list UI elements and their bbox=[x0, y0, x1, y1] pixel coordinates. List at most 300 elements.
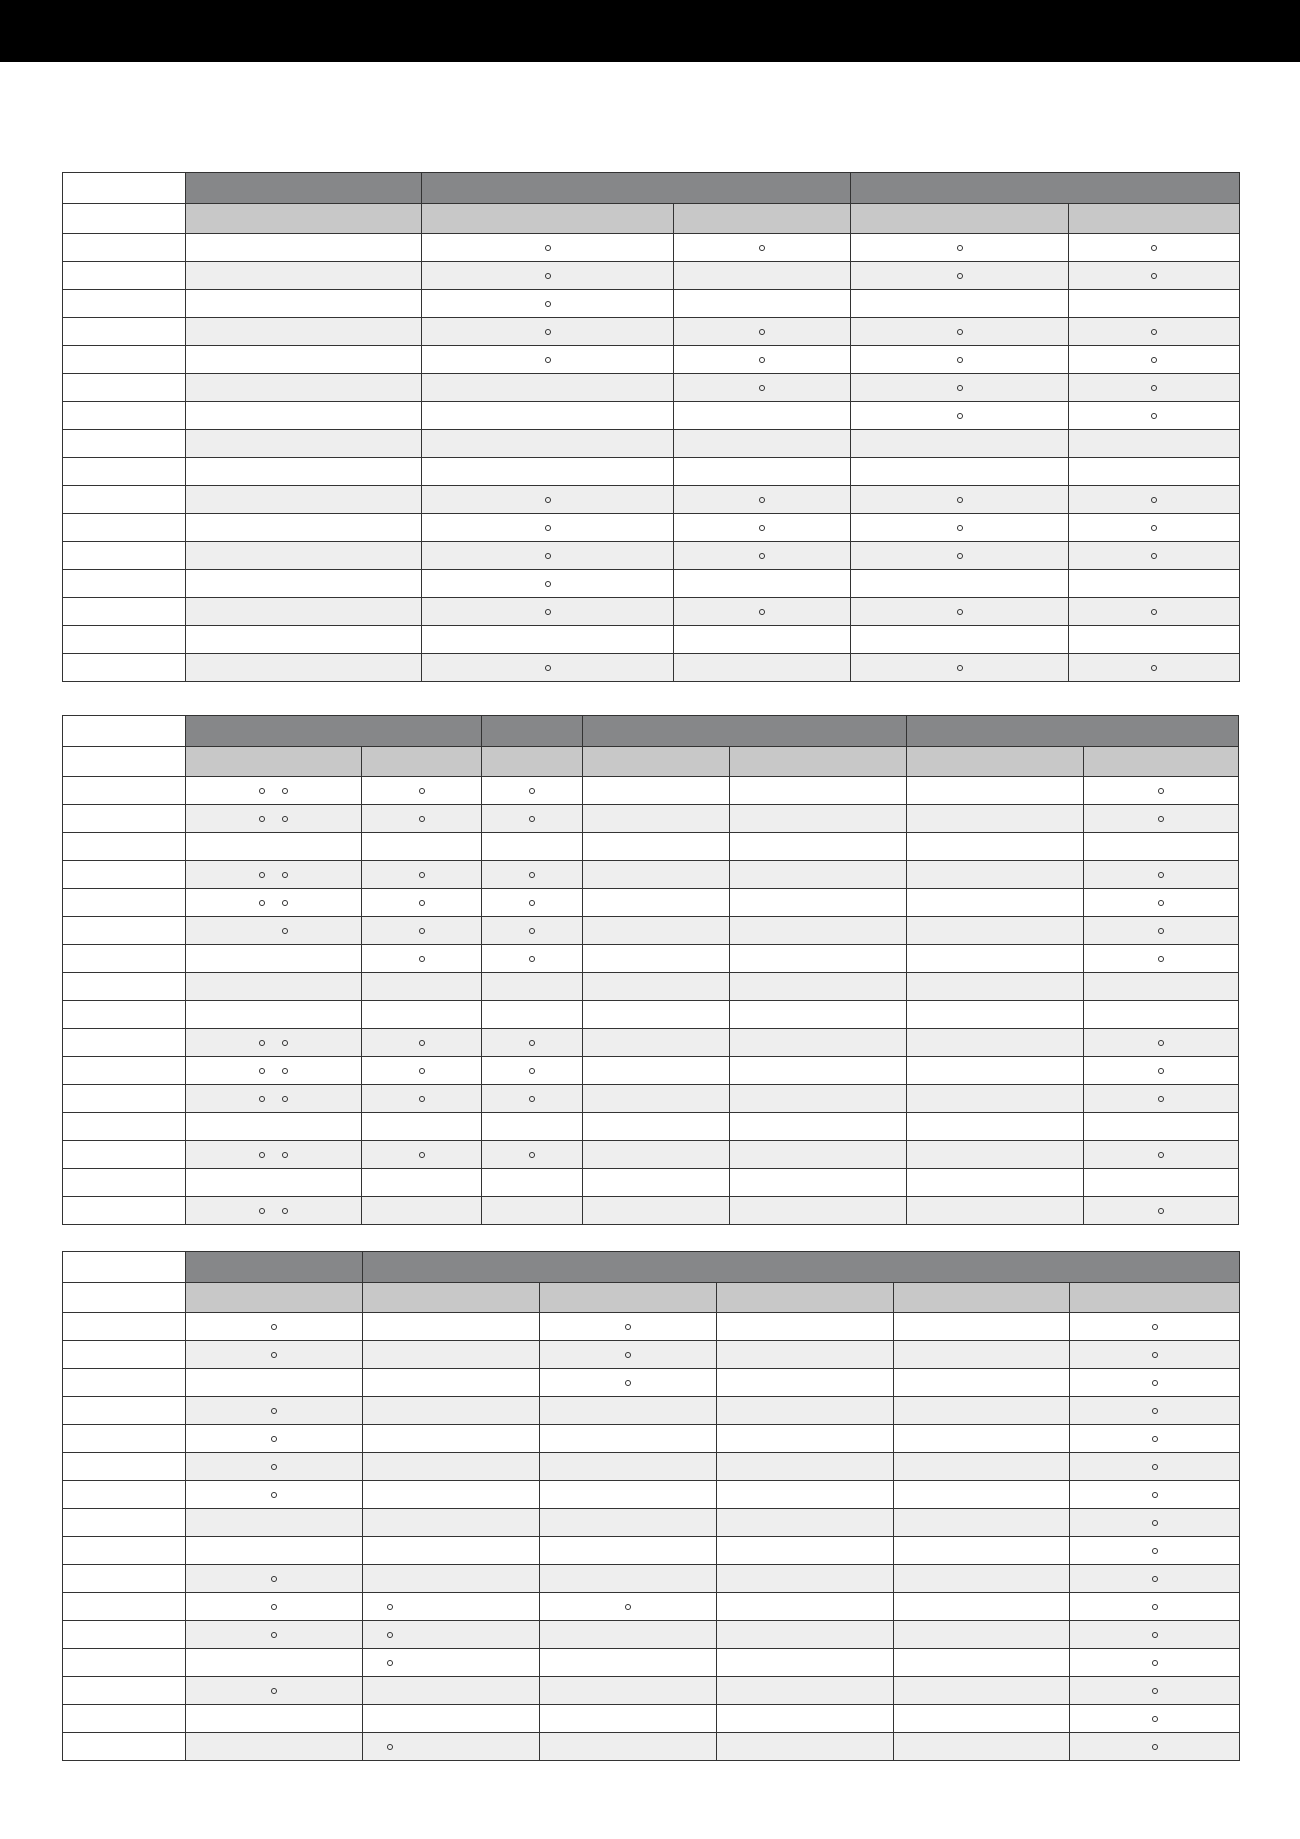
circle-outline-icon bbox=[419, 872, 425, 878]
table-cell bbox=[362, 1085, 482, 1113]
subheader-cell bbox=[63, 1283, 186, 1313]
table-cell bbox=[540, 1369, 717, 1397]
circle-outline-icon bbox=[1151, 553, 1157, 559]
circle-outline-icon bbox=[1152, 1744, 1158, 1750]
table-row bbox=[63, 917, 1239, 945]
table-cell bbox=[730, 917, 907, 945]
table-cell bbox=[186, 833, 362, 861]
table-cell bbox=[362, 1001, 482, 1029]
table-cell bbox=[907, 861, 1084, 889]
table-cell bbox=[362, 833, 482, 861]
circle-outline-icon bbox=[1151, 357, 1157, 363]
table-cell bbox=[363, 1509, 540, 1537]
table-cell bbox=[851, 290, 1069, 318]
table-row bbox=[63, 1001, 1239, 1029]
row-header-cell bbox=[63, 458, 186, 486]
table-cell bbox=[717, 1481, 894, 1509]
table-cell bbox=[1069, 458, 1240, 486]
table-cell bbox=[186, 542, 422, 570]
table-cell bbox=[1069, 430, 1240, 458]
table-row bbox=[63, 1733, 1240, 1761]
table-row bbox=[63, 570, 1240, 598]
table-cell bbox=[717, 1369, 894, 1397]
table-cell bbox=[674, 486, 851, 514]
table-cell bbox=[186, 1113, 362, 1141]
circle-outline-icon bbox=[259, 1096, 265, 1102]
circle-outline-icon bbox=[625, 1380, 631, 1386]
table-cell bbox=[674, 290, 851, 318]
circle-outline-icon bbox=[259, 900, 265, 906]
table-cell bbox=[362, 1113, 482, 1141]
table-cell bbox=[717, 1649, 894, 1677]
circle-outline-icon bbox=[1152, 1352, 1158, 1358]
table-cell bbox=[730, 1141, 907, 1169]
row-header-cell bbox=[63, 1369, 186, 1397]
circle-outline-icon bbox=[419, 1152, 425, 1158]
table-cell bbox=[851, 654, 1069, 682]
table-cell bbox=[717, 1621, 894, 1649]
row-header-cell bbox=[63, 486, 186, 514]
circle-outline-icon bbox=[387, 1632, 393, 1638]
table-row bbox=[63, 1113, 1239, 1141]
table-cell bbox=[540, 1565, 717, 1593]
table-cell bbox=[583, 805, 730, 833]
table-cell bbox=[482, 917, 583, 945]
table-cell bbox=[674, 626, 851, 654]
row-header-cell bbox=[63, 1649, 186, 1677]
table-cell bbox=[851, 486, 1069, 514]
table-cell bbox=[1084, 917, 1239, 945]
table-cell bbox=[851, 626, 1069, 654]
circle-outline-icon bbox=[259, 788, 265, 794]
circle-outline-icon bbox=[282, 1152, 288, 1158]
row-header-cell bbox=[63, 805, 186, 833]
circle-outline-icon bbox=[1152, 1408, 1158, 1414]
circle-outline-icon bbox=[419, 956, 425, 962]
circle-outline-icon bbox=[1152, 1688, 1158, 1694]
circle-outline-icon bbox=[625, 1324, 631, 1330]
table-cell bbox=[363, 1705, 540, 1733]
table-cell bbox=[186, 1593, 363, 1621]
table-row bbox=[63, 945, 1239, 973]
row-header-cell bbox=[63, 1113, 186, 1141]
table-cell bbox=[1084, 1057, 1239, 1085]
circle-outline-icon bbox=[1158, 816, 1164, 822]
row-header-cell bbox=[63, 626, 186, 654]
table-1 bbox=[62, 172, 1240, 682]
row-header-cell bbox=[63, 570, 186, 598]
table-cell bbox=[730, 973, 907, 1001]
table-cell bbox=[363, 1369, 540, 1397]
table-cell bbox=[583, 1141, 730, 1169]
circle-outline-icon bbox=[1152, 1464, 1158, 1470]
circle-outline-icon bbox=[529, 788, 535, 794]
table-cell bbox=[362, 1169, 482, 1197]
circle-outline-icon bbox=[259, 1068, 265, 1074]
table-row bbox=[63, 1565, 1240, 1593]
table-row bbox=[63, 346, 1240, 374]
subheader-cell bbox=[422, 204, 674, 234]
circle-outline-icon bbox=[271, 1604, 277, 1610]
table-cell bbox=[186, 1085, 362, 1113]
table-cell bbox=[1070, 1313, 1240, 1341]
table-cell bbox=[1069, 542, 1240, 570]
circle-outline-icon bbox=[259, 1208, 265, 1214]
header-cell bbox=[63, 173, 186, 204]
table-cell bbox=[186, 1649, 363, 1677]
table-cell bbox=[186, 374, 422, 402]
row-header-cell bbox=[63, 1509, 186, 1537]
table-cell bbox=[186, 570, 422, 598]
table-cell bbox=[1084, 1141, 1239, 1169]
circle-outline-icon bbox=[1158, 928, 1164, 934]
row-header-cell bbox=[63, 1425, 186, 1453]
table-cell bbox=[1070, 1649, 1240, 1677]
row-header-cell bbox=[63, 290, 186, 318]
header-cell bbox=[851, 173, 1240, 204]
table-row bbox=[63, 430, 1240, 458]
subheader-cell bbox=[186, 1283, 363, 1313]
table-cell bbox=[1084, 1001, 1239, 1029]
circle-outline-icon bbox=[1151, 245, 1157, 251]
table-cell bbox=[362, 777, 482, 805]
table-cell bbox=[851, 234, 1069, 262]
table-cell bbox=[583, 1197, 730, 1225]
table-row bbox=[63, 626, 1240, 654]
table-cell bbox=[717, 1537, 894, 1565]
table-cell bbox=[894, 1453, 1070, 1481]
table-cell bbox=[186, 346, 422, 374]
table-cell bbox=[186, 402, 422, 430]
table-cell bbox=[482, 1141, 583, 1169]
table-cell bbox=[186, 1453, 363, 1481]
table-cell bbox=[730, 1197, 907, 1225]
circle-outline-icon bbox=[419, 1068, 425, 1074]
table-cell bbox=[482, 1169, 583, 1197]
subheader-cell bbox=[717, 1283, 894, 1313]
subheader-cell bbox=[907, 747, 1084, 777]
table-cell bbox=[851, 374, 1069, 402]
table-cell bbox=[1069, 486, 1240, 514]
table-cell bbox=[717, 1705, 894, 1733]
table-row bbox=[63, 805, 1239, 833]
circle-outline-icon bbox=[545, 301, 551, 307]
row-header-cell bbox=[63, 542, 186, 570]
subheader-cell bbox=[363, 1283, 540, 1313]
table-cell bbox=[674, 318, 851, 346]
table-row bbox=[63, 1509, 1240, 1537]
circle-outline-icon bbox=[759, 385, 765, 391]
table-cell bbox=[674, 654, 851, 682]
table-cell bbox=[730, 1029, 907, 1057]
table-cell bbox=[907, 1001, 1084, 1029]
table-cell bbox=[482, 1085, 583, 1113]
circle-outline-icon bbox=[957, 357, 963, 363]
circle-outline-icon bbox=[419, 1040, 425, 1046]
row-header-cell bbox=[63, 1341, 186, 1369]
table-cell bbox=[482, 833, 583, 861]
table-cell bbox=[717, 1593, 894, 1621]
table-cell bbox=[186, 1621, 363, 1649]
circle-outline-icon bbox=[545, 273, 551, 279]
table-cell bbox=[894, 1397, 1070, 1425]
circle-outline-icon bbox=[1158, 1040, 1164, 1046]
table-cell bbox=[674, 430, 851, 458]
table-cell bbox=[1070, 1621, 1240, 1649]
circle-outline-icon bbox=[1152, 1436, 1158, 1442]
table-cell bbox=[422, 654, 674, 682]
table-row bbox=[63, 374, 1240, 402]
table-cell bbox=[186, 861, 362, 889]
table-cell bbox=[583, 945, 730, 973]
row-header-cell bbox=[63, 945, 186, 973]
circle-outline-icon bbox=[545, 581, 551, 587]
table-cell bbox=[186, 1733, 363, 1761]
circle-outline-icon bbox=[529, 1040, 535, 1046]
circle-outline-icon bbox=[957, 497, 963, 503]
table-cell bbox=[894, 1593, 1070, 1621]
table-cell bbox=[583, 1113, 730, 1141]
circle-outline-icon bbox=[387, 1660, 393, 1666]
circle-outline-icon bbox=[759, 553, 765, 559]
table-cell bbox=[907, 777, 1084, 805]
top-bar bbox=[0, 0, 1300, 62]
table-cell bbox=[1069, 234, 1240, 262]
circle-outline-icon bbox=[282, 816, 288, 822]
circle-outline-icon bbox=[259, 1152, 265, 1158]
table-cell bbox=[540, 1425, 717, 1453]
circle-outline-icon bbox=[1158, 1152, 1164, 1158]
table-cell bbox=[583, 1057, 730, 1085]
table-cell bbox=[482, 1001, 583, 1029]
table-cell bbox=[186, 917, 362, 945]
circle-outline-icon bbox=[759, 357, 765, 363]
table-cell bbox=[851, 542, 1069, 570]
table-cell bbox=[363, 1341, 540, 1369]
table-cell bbox=[186, 1565, 363, 1593]
table-cell bbox=[894, 1369, 1070, 1397]
header-cell bbox=[583, 716, 907, 747]
table-cell bbox=[730, 861, 907, 889]
table-cell bbox=[362, 805, 482, 833]
table-row bbox=[63, 458, 1240, 486]
table-cell bbox=[363, 1313, 540, 1341]
table-cell bbox=[1069, 262, 1240, 290]
table-cell bbox=[363, 1481, 540, 1509]
circle-outline-icon bbox=[271, 1576, 277, 1582]
table-cell bbox=[540, 1453, 717, 1481]
subheader-cell bbox=[1069, 204, 1240, 234]
table-cell bbox=[583, 973, 730, 1001]
row-header-cell bbox=[63, 1621, 186, 1649]
table-row bbox=[63, 1169, 1239, 1197]
circle-outline-icon bbox=[545, 245, 551, 251]
table-cell bbox=[583, 833, 730, 861]
table-row bbox=[63, 1705, 1240, 1733]
circle-outline-icon bbox=[1151, 385, 1157, 391]
subheader-cell bbox=[1070, 1283, 1240, 1313]
circle-outline-icon bbox=[419, 928, 425, 934]
table-cell bbox=[186, 1313, 363, 1341]
table-cell bbox=[1070, 1593, 1240, 1621]
table-cell bbox=[907, 1197, 1084, 1225]
table-cell bbox=[583, 917, 730, 945]
row-header-cell bbox=[63, 374, 186, 402]
table-cell bbox=[186, 1141, 362, 1169]
table-cell bbox=[362, 917, 482, 945]
table-cell bbox=[894, 1705, 1070, 1733]
table-cell bbox=[894, 1341, 1070, 1369]
table-cell bbox=[907, 917, 1084, 945]
circle-outline-icon bbox=[759, 329, 765, 335]
table-cell bbox=[422, 374, 674, 402]
table-row bbox=[63, 973, 1239, 1001]
row-header-cell bbox=[63, 1141, 186, 1169]
table-cell bbox=[422, 458, 674, 486]
table-cell bbox=[1084, 945, 1239, 973]
circle-outline-icon bbox=[282, 788, 288, 794]
row-header-cell bbox=[63, 973, 186, 1001]
table-cell bbox=[422, 598, 674, 626]
row-header-cell bbox=[63, 1029, 186, 1057]
circle-outline-icon bbox=[1151, 329, 1157, 335]
table-cell bbox=[363, 1537, 540, 1565]
table-row bbox=[63, 1453, 1240, 1481]
row-header-cell bbox=[63, 1453, 186, 1481]
table-cell bbox=[730, 1001, 907, 1029]
circle-outline-icon bbox=[271, 1324, 277, 1330]
table-cell bbox=[186, 514, 422, 542]
table-cell bbox=[894, 1537, 1070, 1565]
table-cell bbox=[362, 1197, 482, 1225]
circle-outline-icon bbox=[957, 665, 963, 671]
table-2 bbox=[62, 715, 1239, 1225]
table-cell bbox=[730, 1169, 907, 1197]
table-cell bbox=[1084, 805, 1239, 833]
table-cell bbox=[186, 234, 422, 262]
circle-outline-icon bbox=[957, 273, 963, 279]
table-cell bbox=[363, 1453, 540, 1481]
table-cell bbox=[1084, 889, 1239, 917]
table-cell bbox=[186, 1369, 363, 1397]
circle-outline-icon bbox=[387, 1604, 393, 1610]
circle-outline-icon bbox=[419, 816, 425, 822]
circle-outline-icon bbox=[545, 357, 551, 363]
header-cell bbox=[63, 1252, 186, 1283]
row-header-cell bbox=[63, 1481, 186, 1509]
row-header-cell bbox=[63, 1397, 186, 1425]
table-cell bbox=[1070, 1705, 1240, 1733]
table-cell bbox=[186, 1537, 363, 1565]
table-cell bbox=[186, 1677, 363, 1705]
table-cell bbox=[363, 1677, 540, 1705]
table-cell bbox=[1069, 290, 1240, 318]
circle-outline-icon bbox=[1152, 1576, 1158, 1582]
circle-outline-icon bbox=[759, 525, 765, 531]
table-cell bbox=[717, 1397, 894, 1425]
circle-outline-icon bbox=[282, 1096, 288, 1102]
table-cell bbox=[674, 402, 851, 430]
table-row bbox=[63, 1029, 1239, 1057]
table-cell bbox=[482, 805, 583, 833]
circle-outline-icon bbox=[1151, 525, 1157, 531]
subheader-cell bbox=[583, 747, 730, 777]
row-header-cell bbox=[63, 889, 186, 917]
circle-outline-icon bbox=[1158, 788, 1164, 794]
table-cell bbox=[907, 889, 1084, 917]
table-cell bbox=[186, 318, 422, 346]
table-cell bbox=[851, 570, 1069, 598]
row-header-cell bbox=[63, 1001, 186, 1029]
table-cell bbox=[422, 346, 674, 374]
table-cell bbox=[540, 1733, 717, 1761]
circle-outline-icon bbox=[759, 609, 765, 615]
table-cell bbox=[362, 1057, 482, 1085]
table-cell bbox=[730, 833, 907, 861]
row-header-cell bbox=[63, 861, 186, 889]
circle-outline-icon bbox=[957, 525, 963, 531]
circle-outline-icon bbox=[1152, 1660, 1158, 1666]
circle-outline-icon bbox=[759, 245, 765, 251]
table-cell bbox=[894, 1677, 1070, 1705]
table-cell bbox=[363, 1397, 540, 1425]
table-cell bbox=[674, 598, 851, 626]
row-header-cell bbox=[63, 917, 186, 945]
table-cell bbox=[482, 777, 583, 805]
table-cell bbox=[362, 1029, 482, 1057]
table-cell bbox=[186, 1029, 362, 1057]
table-row bbox=[63, 486, 1240, 514]
table-row bbox=[63, 1057, 1239, 1085]
circle-outline-icon bbox=[1158, 956, 1164, 962]
table-cell bbox=[422, 234, 674, 262]
circle-outline-icon bbox=[1152, 1492, 1158, 1498]
table-cell bbox=[482, 1197, 583, 1225]
table-cell bbox=[1084, 1029, 1239, 1057]
table-cell bbox=[851, 458, 1069, 486]
circle-outline-icon bbox=[529, 1152, 535, 1158]
table-cell bbox=[422, 542, 674, 570]
table-cell bbox=[583, 777, 730, 805]
circle-outline-icon bbox=[1158, 900, 1164, 906]
circle-outline-icon bbox=[1152, 1380, 1158, 1386]
circle-outline-icon bbox=[1152, 1632, 1158, 1638]
table-cell bbox=[907, 1141, 1084, 1169]
table-cell bbox=[907, 973, 1084, 1001]
row-header-cell bbox=[63, 1537, 186, 1565]
table-cell bbox=[674, 570, 851, 598]
table-cell bbox=[730, 805, 907, 833]
table-cell bbox=[186, 1397, 363, 1425]
table-cell bbox=[717, 1565, 894, 1593]
circle-outline-icon bbox=[957, 553, 963, 559]
circle-outline-icon bbox=[545, 553, 551, 559]
table-cell bbox=[362, 945, 482, 973]
row-header-cell bbox=[63, 833, 186, 861]
header-cell bbox=[422, 173, 851, 204]
row-header-cell bbox=[63, 1169, 186, 1197]
table-cell bbox=[717, 1509, 894, 1537]
table-cell bbox=[674, 542, 851, 570]
circle-outline-icon bbox=[1158, 1068, 1164, 1074]
circle-outline-icon bbox=[1152, 1716, 1158, 1722]
subheader-cell bbox=[186, 204, 422, 234]
table-cell bbox=[422, 486, 674, 514]
table-row bbox=[63, 1313, 1240, 1341]
table-cell bbox=[894, 1481, 1070, 1509]
header-cell bbox=[186, 716, 482, 747]
circle-outline-icon bbox=[282, 928, 288, 934]
